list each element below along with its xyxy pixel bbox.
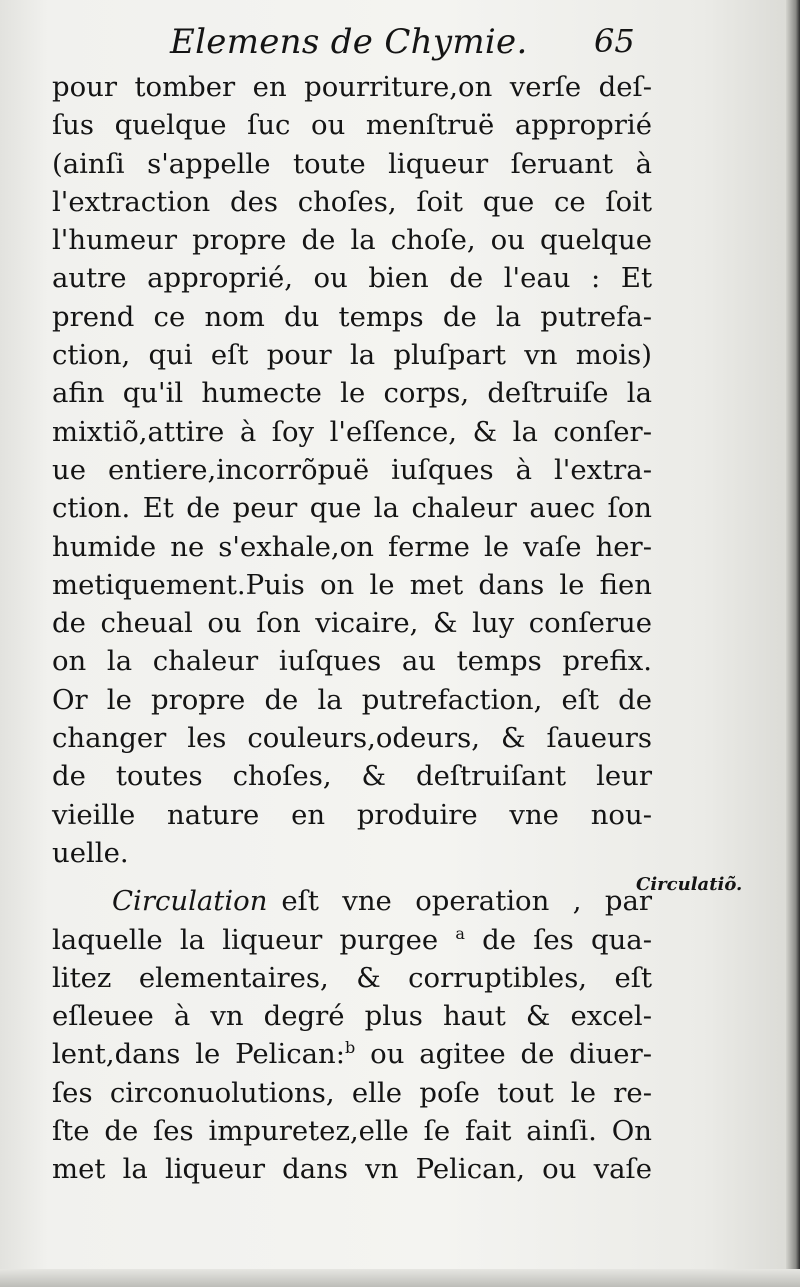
margin-note: Circulatiõ.	[636, 874, 743, 895]
body-text	[52, 68, 652, 1189]
text-line: l'extraction des choſes, ſoit que ce ſoit	[52, 185, 652, 218]
line-text: eſt vne operation , par	[281, 885, 652, 918]
text-line: litez elementaires, & corruptibles, eſt	[52, 961, 652, 994]
text-line: humide ne s'exhale,on ferme le vaſe her-	[52, 530, 652, 563]
text-line: met la liqueur dans vn Pelican, ou vaſe	[52, 1153, 652, 1186]
text-line: (ainſi s'appelle toute liqueur ſeruant à	[52, 147, 652, 180]
text-line: pour tomber en pourriture,on verſe deſ-	[52, 71, 652, 103]
text-line: uelle.	[52, 836, 129, 869]
text-line: ction. Et de peur que la chaleur auec ſon	[52, 492, 652, 525]
text-line: metiquement.Puis on le met dans le fien	[52, 568, 652, 601]
running-title: Elemens de Chymie.	[170, 22, 528, 62]
paragraph-gap	[52, 872, 652, 882]
text-line: changer les couleurs,odeurs, & ſaueurs	[52, 722, 652, 755]
circulation-term: Circulation	[112, 885, 268, 918]
page-bottom-edge	[0, 1269, 800, 1287]
text-line	[52, 1035, 652, 1073]
text-line: autre approprié, ou bien de l'eau : Et	[52, 262, 652, 295]
line-text: lent,dans le Pelican:	[52, 1038, 346, 1071]
line-text: de ſes qua-	[482, 923, 652, 956]
footnote-mark-b: b	[345, 1038, 356, 1058]
line-text: ou agitee de diuer-	[370, 1038, 653, 1071]
text-line	[52, 921, 652, 959]
text-line: on la chaleur iuſques au temps prefix.	[52, 645, 652, 678]
footnote-mark-a: a	[455, 923, 465, 943]
text-line: de toutes choſes, & deſtruiſant leur	[52, 760, 652, 793]
text-line: afin qu'il humecte le corps, deſtruiſe la	[52, 377, 652, 410]
text-line: mixtiõ,attire à ſoy l'eſſence, & la conſer-	[52, 415, 652, 448]
text-line: ction, qui eſt pour la pluſpart vn mois)	[52, 339, 652, 372]
text-line	[52, 882, 652, 920]
text-line: ſus quelque ſuc ou menſtruë approprié	[52, 109, 652, 142]
text-line: ue entiere,incorrõpuë iuſques à l'extra-	[52, 453, 652, 486]
text-line: ſte de ſes impuretez,elle ſe fait ainſi. On	[52, 1115, 652, 1148]
text-line: ſes circonuolutions, elle poſe tout le re-	[52, 1076, 652, 1109]
text-line: l'humeur propre de la choſe, ou quelque	[52, 224, 652, 257]
page-number: 65	[594, 22, 635, 60]
text-line: eſleuee à vn degré plus haut & excel-	[52, 1000, 652, 1033]
text-line: Or le propre de la putrefaction, eſt de	[52, 683, 652, 716]
text-line: prend ce nom du temps de la putrefa-	[52, 300, 652, 333]
line-text: laquelle la liqueur purgee	[52, 923, 439, 956]
text-line: de cheual ou ſon vicaire, & luy conſerue	[52, 607, 652, 640]
page-edge-shadow	[786, 0, 800, 1287]
text-line: vieille nature en produire vne nou-	[52, 798, 652, 831]
running-head	[0, 14, 800, 62]
